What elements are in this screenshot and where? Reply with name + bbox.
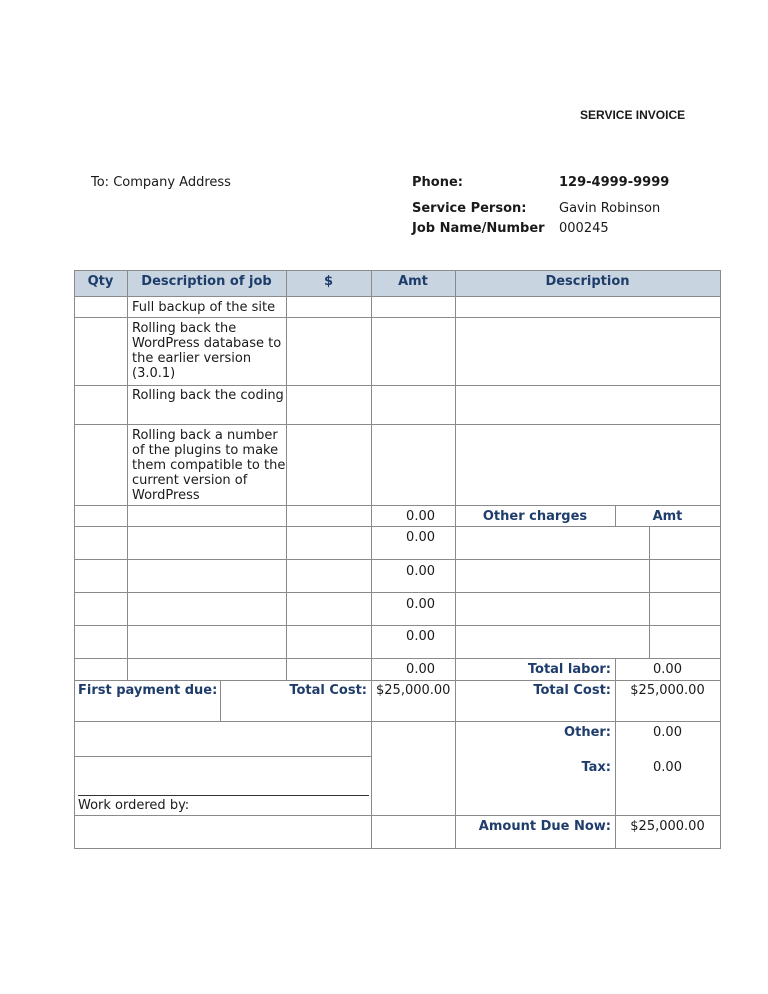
job-value: 000245 xyxy=(559,221,609,236)
invoice-title: SERVICE INVOICE xyxy=(580,108,686,122)
total-cost-label: Total Cost: xyxy=(289,683,367,698)
table-row-divider xyxy=(74,680,721,681)
table-row-divider xyxy=(74,317,721,318)
other-value: 0.00 xyxy=(653,725,682,740)
amount-due-value: $25,000.00 xyxy=(630,819,705,834)
total-cost-label: Total Cost: xyxy=(533,683,611,698)
job-description: Full backup of the site xyxy=(132,300,276,315)
amount-value: 0.00 xyxy=(406,662,435,677)
amount-value: 0.00 xyxy=(406,530,435,545)
job-description: Rolling back a number of the plugins to make them compatible to the current version of WordPress xyxy=(132,428,286,503)
first-payment-label: First payment due: xyxy=(78,683,218,698)
other-label: Other: xyxy=(564,725,611,740)
table-border-bottom xyxy=(74,848,721,849)
total-labor-label: Total labor: xyxy=(527,662,611,677)
table-border-top xyxy=(74,270,721,271)
total-cost-value: $25,000.00 xyxy=(376,683,451,698)
work-ordered-by-label: Work ordered by: xyxy=(78,798,190,813)
signature-line xyxy=(78,795,369,796)
table-row-divider xyxy=(74,815,721,816)
job-label: Job Name/Number xyxy=(412,221,545,236)
phone-label: Phone: xyxy=(412,175,463,190)
job-description: Rolling back the coding xyxy=(132,388,284,403)
header-dollar: $ xyxy=(323,274,334,289)
other-charges-label: Other charges xyxy=(482,509,588,524)
table-row-divider xyxy=(74,592,721,593)
amount-due-label: Amount Due Now: xyxy=(478,819,611,834)
table-row-divider xyxy=(74,424,721,425)
amount-value: 0.00 xyxy=(406,597,435,612)
service-person-value: Gavin Robinson xyxy=(559,201,661,216)
table-col-divider xyxy=(286,270,287,680)
other-charges-amt-label: Amt xyxy=(652,509,683,524)
amount-value: 0.00 xyxy=(406,509,435,524)
header-description: Description xyxy=(545,274,630,289)
table-row-divider xyxy=(74,559,721,560)
tax-label: Tax: xyxy=(581,760,611,775)
table-col-divider xyxy=(127,270,128,680)
table-border-left xyxy=(74,270,75,848)
service-person-label: Service Person: xyxy=(412,201,527,216)
amount-value: 0.00 xyxy=(406,564,435,579)
table-row-divider xyxy=(74,526,721,527)
table-col-divider xyxy=(371,270,372,848)
total-cost-value: $25,000.00 xyxy=(630,683,705,698)
tax-value: 0.00 xyxy=(653,760,682,775)
table-col-divider xyxy=(649,526,650,658)
table-row-divider xyxy=(74,658,721,659)
table-row-divider xyxy=(74,385,721,386)
job-description: Rolling back the WordPress database to the earlier version (3.0.1) xyxy=(132,321,282,381)
amount-value: 0.00 xyxy=(406,629,435,644)
total-labor-value: 0.00 xyxy=(653,662,682,677)
table-row-divider xyxy=(74,721,721,722)
table-row-divider xyxy=(74,296,721,297)
table-row-divider xyxy=(74,625,721,626)
header-amt: Amt xyxy=(398,274,428,289)
table-row-divider xyxy=(74,505,721,506)
table-border-right xyxy=(720,270,721,848)
phone-value: 129-4999-9999 xyxy=(559,175,670,190)
table-row-divider xyxy=(74,756,371,757)
header-description-of-job: Description of job xyxy=(141,274,272,289)
to-address: To: Company Address xyxy=(91,175,231,190)
header-qty: Qty xyxy=(87,274,114,289)
